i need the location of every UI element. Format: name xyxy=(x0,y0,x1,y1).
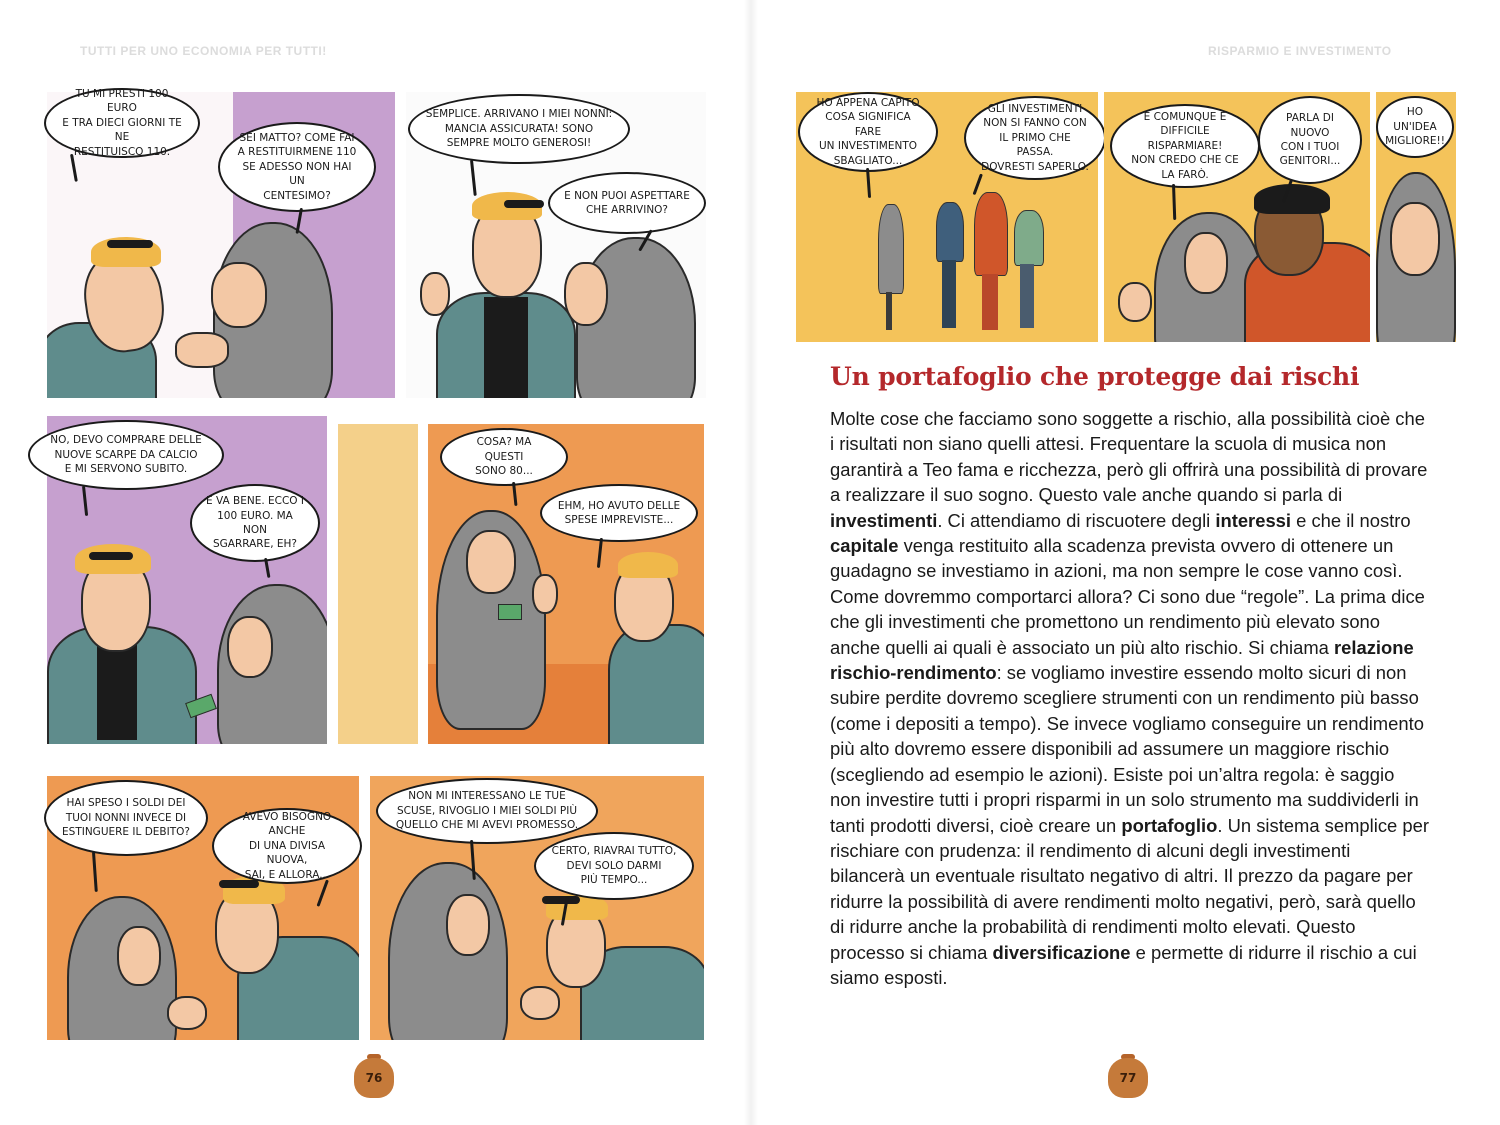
speech-bubble xyxy=(1376,96,1454,158)
bubble-text: PARLA DI NUOVO CON I TUOI GENITORI... xyxy=(1279,112,1341,168)
speech-bubble xyxy=(44,88,200,158)
hand-icon xyxy=(1118,282,1152,322)
body-run: venga restituito alla scadenza prevista ovvero di ottenere un guadagno se investiamo in azioni, ma non sempre le cose vanno così. Come dovremmo comportarci allora? Ci sono due “regole”. La prima dice che gli investimenti che promettono un rendimento più elevato sono anche quelli ai quali è associato un più alto rischio. Si chiama xyxy=(830,535,1425,658)
bubble-text: HO UN'IDEA MIGLIORE!! xyxy=(1385,106,1445,148)
bold-term: relazione rischio-rendimento xyxy=(830,636,1414,684)
body-run: Molte cose che facciamo sono soggette a rischio, alla possibilità cioè che i risultati non siano quelli attesi. Frequentare la scuola di musica non garantirà a Teo fama e ricchezza, però gli offrirà una possibilità di provare a realizzare il suo sogno. Questo vale anche quando si parla di xyxy=(830,408,1428,506)
bubble-text: GLI INVESTIMENTI NON SI FANNO CON IL PRIMO CHE PASSA. DOVRESTI SAPERLO. xyxy=(981,102,1089,173)
bubble-text: E NON PUOI ASPETTARE CHE ARRIVINO? xyxy=(564,189,690,216)
blond-boy-hair xyxy=(618,552,678,578)
sunglasses-icon xyxy=(542,896,580,904)
body-run: e permette di ridurre il rischio a cui siamo esposti. xyxy=(830,941,1417,988)
hand-icon xyxy=(520,986,560,1020)
character-blond-boy xyxy=(608,624,704,744)
hand-icon xyxy=(175,332,229,368)
hooded-kid-face xyxy=(117,926,161,986)
coin-pot-icon xyxy=(354,1058,394,1098)
hooded-kid-face xyxy=(1184,232,1228,294)
body-run: . Un sistema semplice per rischiare con prudenza: il rendimento di alcuni degli investimenti bilancerà un eventuale risultato negativo di altri. Il prezzo da pagare per ridurre la possibilità di avere rendimenti molto negativi, però, sarà quello di ridurre anche la probabilità di rendimenti molto elevati. Questo processo si chiama xyxy=(830,814,1429,963)
speech-bubble xyxy=(1110,104,1260,188)
bold-term: portafoglio xyxy=(1121,814,1218,836)
running-header-left: TUTTI PER UNO ECONOMIA PER TUTTI! xyxy=(80,44,327,58)
speech-bubble xyxy=(798,92,938,172)
bubble-text: E VA BENE. ECCO I 100 EURO. MA NON SGARRARE, EH? xyxy=(206,495,305,551)
bubble-text: HAI SPESO I SOLDI DEI TUOI NONNI INVECE DI ESTINGUERE IL DEBITO? xyxy=(62,797,190,839)
leg xyxy=(886,292,892,330)
character-boy-glasses-small xyxy=(974,192,1008,276)
speech-bubble xyxy=(44,780,208,856)
speech-bubble xyxy=(28,420,224,490)
hooded-kid-face xyxy=(446,894,490,956)
page-number-left xyxy=(354,1054,394,1098)
body-paragraph xyxy=(830,406,1430,990)
bold-term: diversificazione xyxy=(992,941,1131,963)
hooded-kid-face xyxy=(1390,202,1440,276)
bubble-text: AVEVO BISOGNO ANCHE DI UNA DIVISA NUOVA, SAI, E ALLORA... xyxy=(242,810,332,881)
bubble-text: HO APPENA CAPITO COSA SIGNIFICA FARE UN INVESTIMENTO SBAGLIATO... xyxy=(816,96,920,167)
speech-bubble xyxy=(964,96,1106,180)
leg xyxy=(942,260,956,328)
bubble-text: TU MI PRESTI 100 EURO E TRA DIECI GIORNI TE NE RESTITUISCO 110. xyxy=(62,87,182,158)
black-shirt xyxy=(484,297,528,398)
book-gutter xyxy=(744,0,758,1125)
section-title: Un portafoglio che protegge dai rischi xyxy=(830,362,1360,391)
speech-bubble xyxy=(218,122,376,212)
bubble-text: SEI MATTO? COME FAI A RESTITUIRMENE 110 SE ADESSO NON HAI UN CENTESIMO? xyxy=(237,131,357,202)
character-hooded-kid xyxy=(388,862,508,1040)
speech-bubble xyxy=(376,778,598,844)
bubble-text: EHM, HO AVUTO DELLE SPESE IMPREVISTE... xyxy=(557,499,681,526)
page-number-right xyxy=(1108,1054,1148,1098)
hooded-kid-face xyxy=(564,262,608,326)
running-header-right: RISPARMIO E INVESTIMENTO xyxy=(1208,44,1392,58)
speech-bubble xyxy=(540,484,698,542)
bold-term: capitale xyxy=(830,535,899,557)
speech-bubble xyxy=(1258,96,1362,184)
leg xyxy=(1020,264,1034,328)
character-hooded-kid-small xyxy=(878,204,904,294)
leg xyxy=(982,274,998,330)
character-red-haired-small xyxy=(1014,210,1044,266)
speech-bubble xyxy=(534,832,694,900)
hand-icon xyxy=(532,574,558,614)
body-run: : se vogliamo investire essendo molto sicuri di non subire perdite dovremo scegliere strumenti con un rendimento più basso (come i depositi a tempo). Se invece vogliamo conseguire un rendimento più alto dovremo essere disponibili ad assumere un maggiore rischio (scegliendo ad esempio le azioni). Esiste poi un’altra regola: è saggio non investire tutti i propri risparmi in un solo strumento ma suddividerli in tanti prodotti diversi, cioè creare un xyxy=(830,662,1424,836)
bubble-text: SEMPLICE. ARRIVANO I MIEI NONNI: MANCIA ASSICURATA! SONO SEMPRE MOLTO GENEROSI! xyxy=(425,108,613,150)
coin-pot-icon xyxy=(1108,1058,1148,1098)
hooded-kid-face xyxy=(466,530,516,594)
banknote-icon xyxy=(498,604,522,620)
comic-panel-strip xyxy=(338,424,418,744)
raised-finger-hand-icon xyxy=(420,272,450,316)
hand-icon xyxy=(167,996,207,1030)
sunglasses-icon xyxy=(89,552,133,560)
bubble-text: NO, DEVO COMPRARE DELLE NUOVE SCARPE DA CALCIO E MI SERVONO SUBITO. xyxy=(50,434,202,476)
bold-term: interessi xyxy=(1215,509,1292,531)
bubble-text: NON MI INTERESSANO LE TUE SCUSE, RIVOGLIO I MIEI SOLDI PIÙ QUELLO CHE MI AVEVI PROMESSO. xyxy=(395,790,579,832)
body-run: . Ci attendiamo di riscuotere degli xyxy=(937,509,1216,531)
bubble-text: COSA? MA QUESTI SONO 80... xyxy=(475,436,533,478)
sunglasses-icon xyxy=(504,200,544,208)
bubble-text: E COMUNQUE È DIFFICILE RISPARMIARE! NON CREDO CHE CE LA FARÒ. xyxy=(1131,110,1239,181)
speech-bubble xyxy=(408,94,630,164)
speech-bubble xyxy=(548,172,706,234)
speech-bubble xyxy=(190,484,320,562)
page-number-text: 76 xyxy=(365,1071,383,1085)
sunglasses-icon xyxy=(107,240,153,248)
speech-bubble xyxy=(440,428,568,486)
hooded-kid-face xyxy=(211,262,267,328)
character-girl-small xyxy=(936,202,964,262)
bubble-text: CERTO, RIAVRAI TUTTO, DEVI SOLO DARMI PIÙ TEMPO... xyxy=(551,845,677,887)
hooded-kid-face xyxy=(227,616,273,678)
curly-hair xyxy=(1254,184,1330,214)
bold-term: investimenti xyxy=(830,509,938,531)
body-text xyxy=(830,406,1430,990)
body-run: e che il nostro xyxy=(1291,509,1411,531)
speech-bubble xyxy=(212,808,362,884)
page-number-text: 77 xyxy=(1119,1071,1137,1085)
